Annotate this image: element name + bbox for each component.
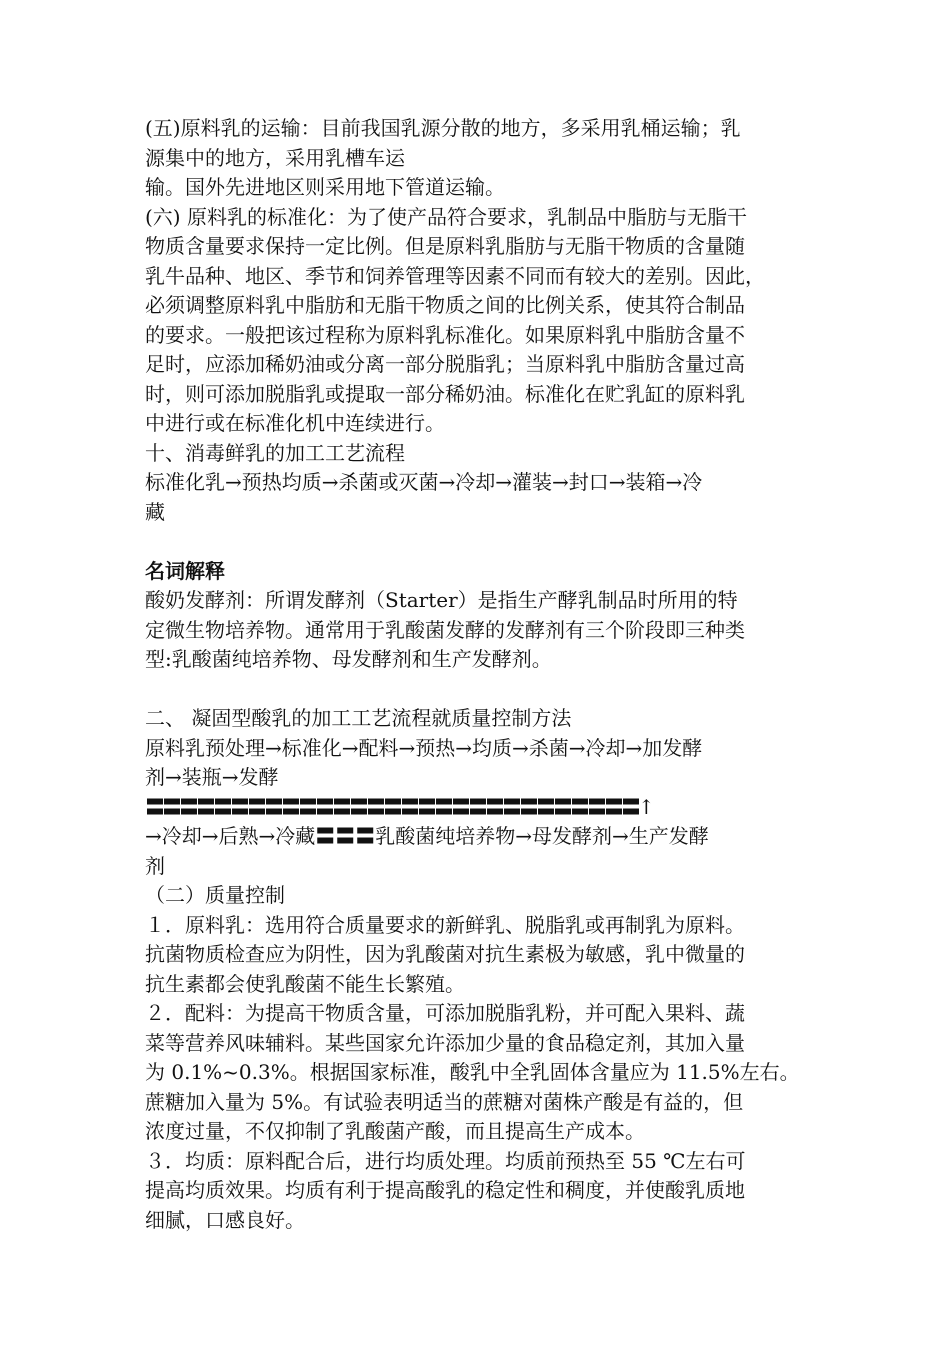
text-line: 必须调整原料乳中脂肪和无脂干物质之间的比例关系，使其符合制品 xyxy=(145,293,745,317)
text-line: ３．均质：原料配合后，进行均质处理。均质前预热至 55 ℃左右可 xyxy=(145,1148,746,1173)
section-title: 十、消毒鲜乳的加工工艺流程 xyxy=(145,440,405,465)
glossary-section xyxy=(145,557,815,675)
text-line: 酸奶发酵剂：所谓发酵剂（Starter）是指生产酵乳制品时所用的特 xyxy=(145,588,738,612)
quality-control-title: （二）质量控制 xyxy=(145,883,285,907)
process-flow-line: 标准化乳→预热均质→杀菌或灭菌→冷却→灌装→封口→装箱→冷 xyxy=(145,470,703,494)
process-flow-line: 剂→装瓶→发酵 xyxy=(145,765,279,789)
text-line: 足时，应添加稀奶油或分离一部分脱脂乳；当原料乳中脂肪含量过高 xyxy=(145,352,745,376)
text-line: 提高均质效果。均质有利于提高酸乳的稳定性和稠度，并使酸乳质地 xyxy=(145,1178,745,1202)
section-six xyxy=(145,203,815,439)
text-line: 细腻，口感良好。 xyxy=(145,1207,305,1232)
section-five xyxy=(145,114,815,203)
text-line: (六) 原料乳的标准化：为了使产品符合要求，乳制品中脂肪与无脂干 xyxy=(145,204,747,229)
text-line: 的要求。一般把该过程称为原料乳标准化。如果原料乳中脂肪含量不 xyxy=(145,322,745,347)
process-flow-line: →冷却→后熟→冷藏〓〓〓乳酸菌纯培养物→母发酵剂→生产发酵 xyxy=(145,824,709,848)
text-line: 源集中的地方，采用乳槽车运 xyxy=(145,145,405,170)
section-title: 二、 凝固型酸乳的加工工艺流程就质量控制方法 xyxy=(145,706,572,730)
text-line: 乳牛品种、地区、季节和饲养管理等因素不同而有较大的差别。因此， xyxy=(145,263,765,288)
text-line: 浓度过量，不仅抑制了乳酸菌产酸，而且提高生产成本。 xyxy=(145,1119,645,1143)
process-flow-line: 藏 xyxy=(145,499,165,524)
text-line: 为 0.1%~0.3%。根据国家标准，酸乳中全乳固体含量应为 11.5%左右。 xyxy=(145,1060,800,1084)
text-line: ２．配料：为提高干物质含量，可添加脱脂乳粉，并可配入果料、蔬 xyxy=(145,1001,745,1025)
process-flow-line: 剂 xyxy=(145,853,165,878)
text-line: 物质含量要求保持一定比例。但是原料乳脂肪与无脂干物质的含量随 xyxy=(145,234,745,258)
document-body xyxy=(145,114,815,1235)
text-line: 时，则可添加脱脂乳或提取一部分稀奶油。标准化在贮乳缸的原料乳 xyxy=(145,381,745,406)
glossary-heading: 名词解释 xyxy=(145,558,225,583)
text-line: 中进行或在标准化机中连续进行。 xyxy=(145,411,445,435)
text-line: 菜等营养风味辅料。某些国家允许添加少量的食品稳定剂，其加入量 xyxy=(145,1030,745,1055)
text-line: 定微生物培养物。通常用于乳酸菌发酵的发酵剂有三个阶段即三种类 xyxy=(145,617,745,642)
text-line: 型:乳酸菌纯培养物、母发酵剂和生产发酵剂。 xyxy=(145,647,552,671)
section-two xyxy=(145,704,815,1235)
text-line: １．原料乳：选用符合质量要求的新鲜乳、脱脂乳或再制乳为原料。 xyxy=(145,912,745,937)
process-flow-line: 原料乳预处理→标准化→配料→预热→均质→杀菌→冷却→加发酵 xyxy=(145,735,703,760)
spacer xyxy=(145,675,815,705)
text-line: 抗菌物质检查应为阴性，因为乳酸菌对抗生素极为敏感，乳中微量的 xyxy=(145,942,745,966)
section-ten xyxy=(145,439,815,528)
process-flow-connector: 〓〓〓〓〓〓〓〓〓〓〓〓〓〓〓〓〓〓〓〓〓〓〓〓〓〓〓〓〓↑ xyxy=(145,794,652,819)
spacer xyxy=(145,527,815,557)
text-line: 蔗糖加入量为 5%。有试验表明适当的蔗糖对菌株产酸是有益的，但 xyxy=(145,1089,744,1114)
text-line: (五)原料乳的运输：目前我国乳源分散的地方，多采用乳桶运输；乳 xyxy=(145,116,741,140)
text-line: 抗生素都会使乳酸菌不能生长繁殖。 xyxy=(145,971,465,996)
text-line: 输。国外先进地区则采用地下管道运输。 xyxy=(145,175,505,199)
